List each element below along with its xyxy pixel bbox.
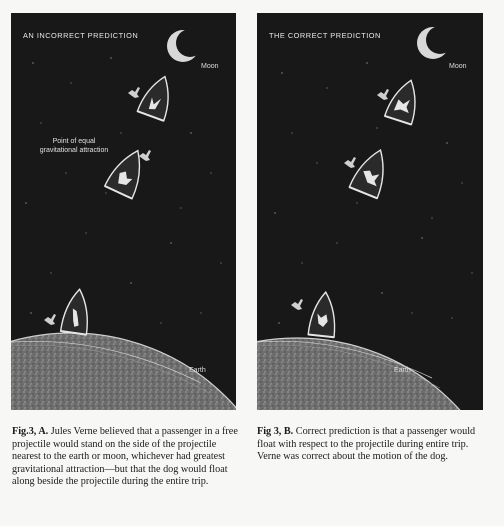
space-illustration-b bbox=[257, 13, 483, 410]
caption-a-text: Jules Verne believed that a passenger in a free projectile would stand on the side of the projectile nearest to the earth or moon, whichever had greatest gravitational attraction—but that the dog would float along beside the projectile during the entire trip. bbox=[12, 426, 238, 488]
panel-title-b: THE CORRECT PREDICTION bbox=[269, 31, 381, 40]
moon-b bbox=[417, 26, 454, 59]
moon-a bbox=[167, 29, 204, 62]
panel-correct-prediction bbox=[257, 13, 483, 410]
moon-label-a: Moon bbox=[201, 63, 219, 70]
earth-label-b: Earth bbox=[394, 367, 411, 374]
projectile-middle-b bbox=[349, 144, 394, 198]
dog-middle-b bbox=[344, 157, 356, 168]
dog-bottom-a bbox=[44, 314, 56, 325]
dog-top-a bbox=[128, 87, 140, 98]
caption-a bbox=[12, 426, 240, 489]
earth-label-a: Earth bbox=[189, 367, 206, 374]
caption-b bbox=[257, 426, 489, 464]
dog-middle-a bbox=[139, 150, 151, 161]
dog-bottom-b bbox=[291, 299, 303, 310]
caption-b-text: Correct prediction is that a passenger would float with respect to the projectile during entire trip. Verne was correct about the motion of the dog. bbox=[257, 426, 476, 463]
caption-a-lead: Fig.3, A. bbox=[12, 426, 49, 437]
earth-b bbox=[257, 338, 483, 410]
panel-title-a: AN INCORRECT PREDICTION bbox=[23, 31, 139, 40]
projectile-top-b bbox=[385, 76, 425, 125]
equal-attraction-label: Point of equal gravitational attraction bbox=[39, 138, 109, 154]
moon-label-b: Moon bbox=[449, 63, 467, 70]
caption-b-lead: Fig 3, B. bbox=[257, 426, 294, 437]
projectile-bottom-a bbox=[61, 287, 93, 334]
projectile-middle-a bbox=[105, 144, 152, 198]
panel-incorrect-prediction bbox=[11, 13, 236, 410]
dog-top-b bbox=[377, 89, 389, 100]
space-illustration-a bbox=[11, 13, 236, 410]
projectile-top-a bbox=[137, 72, 178, 121]
projectile-bottom-b bbox=[308, 291, 338, 337]
